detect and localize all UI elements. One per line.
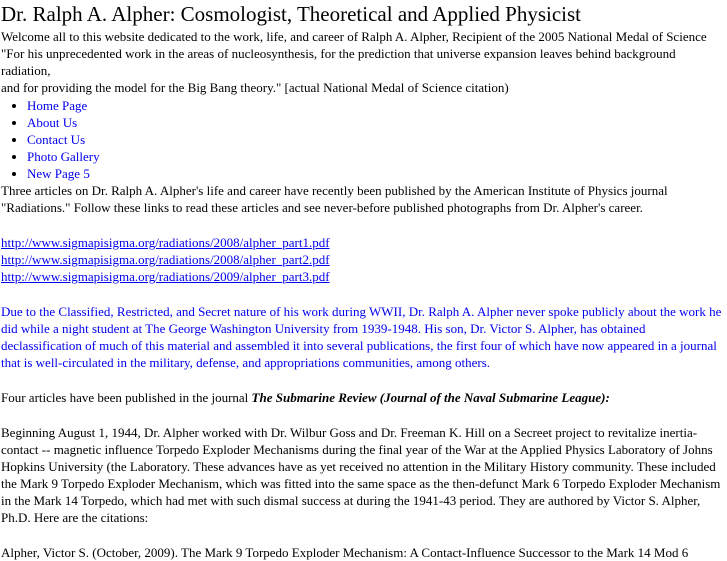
history-line: in the Mark 14 Torpedo, which had met with such dismal success at during the 1941-43 period. They are authored by Victor S. Alpher,	[1, 493, 701, 508]
nav-item-new-page-5	[27, 165, 727, 182]
history-line: contact -- magnetic influence Torpedo Exploder Mechanisms during the final year of the War at the Applied Physics Laboratory of Johns	[1, 442, 713, 457]
articles-intro-line: Three articles on Dr. Ralph A. Alpher's life and career have recently been published by the American Institute of Physics journal	[1, 183, 668, 198]
nav-item-contact	[27, 131, 727, 148]
nav-link-about[interactable]: About Us	[27, 115, 78, 130]
intro-line: "For his unprecedented work in the areas of nucleosynthesis, for the prediction that universe expansion leaves behind background radiation,	[1, 46, 676, 78]
history-line: Hopkins University (the Laboratory. These advances have as yet received no attention in the Military History community. These included	[1, 459, 716, 474]
article-link-part3[interactable]: http://www.sigmapisigma.org/radiations/2009/alpher_part3.pdf	[1, 269, 330, 284]
page-title: Dr. Ralph A. Alpher: Cosmologist, Theoretical and Applied Physicist	[1, 2, 581, 26]
classified-line: declassification of much of this material and assembled it into several publications, the first four of which have now appeared in a journal	[1, 338, 717, 353]
classified-paragraph	[1, 303, 727, 371]
classified-line: did while a night student at The George Washington University from 1939-1948. His son, Dr. Victor S. Alpher, has obtained	[1, 321, 646, 336]
nav-link-home[interactable]: Home Page	[27, 98, 88, 113]
intro-line: and for providing the model for the Big Bang theory." [actual National Medal of Science citation)	[1, 80, 509, 95]
journal-paragraph	[1, 389, 727, 406]
nav-item-about	[27, 114, 727, 131]
history-line: the Mark 9 Torpedo Exploder Mechanism, which was fitted into the same space as the then-defunct Mark 6 Torpedo Exploder Mechanism	[1, 476, 721, 491]
nav-link-contact[interactable]: Contact Us	[27, 132, 86, 147]
intro-line: Welcome all to this website dedicated to the work, life, and career of Ralph A. Alpher, Recipient of the 2005 National Medal of Science	[1, 29, 707, 44]
history-line: Beginning August 1, 1944, Dr. Alpher worked with Dr. Wilbur Goss and Dr. Freeman K. Hill on a Secreet project to revitalize inertia-	[1, 425, 698, 440]
nav-link-new-page-5[interactable]: New Page 5	[27, 166, 90, 181]
classified-line: Due to the Classified, Restricted, and Secret nature of his work during WWII, Dr. Ralph A. Alpher never spoke publicly about the work he	[1, 304, 722, 319]
history-line: Ph.D. Here are the citations:	[1, 510, 149, 525]
nav-item-home	[27, 97, 727, 114]
journal-name: The Submarine Review (Journal of the Naval Submarine League):	[251, 390, 610, 405]
citation-line: Alpher, Victor S. (October, 2009). The Mark 9 Torpedo Exploder Mechanism: A Contact-Influence Successor to the Mark 14 Mod 6	[1, 545, 689, 560]
article-link-part2[interactable]: http://www.sigmapisigma.org/radiations/2008/alpher_part2.pdf	[1, 252, 330, 267]
nav-menu	[1, 97, 727, 182]
nav-item-photo-gallery	[27, 148, 727, 165]
journal-prefix: Four articles have been published in the journal	[1, 390, 252, 405]
nav-link-photo-gallery[interactable]: Photo Gallery	[27, 149, 100, 164]
page-content	[0, 2, 727, 561]
article-link-part1[interactable]: http://www.sigmapisigma.org/radiations/2008/alpher_part1.pdf	[1, 235, 330, 250]
classified-line: that is well-circulated in the military, defense, and appropriations communities, among others.	[1, 355, 491, 370]
articles-intro-line: "Radiations." Follow these links to read these articles and see never-before published photographs from Dr. Alpher's career.	[1, 200, 643, 215]
